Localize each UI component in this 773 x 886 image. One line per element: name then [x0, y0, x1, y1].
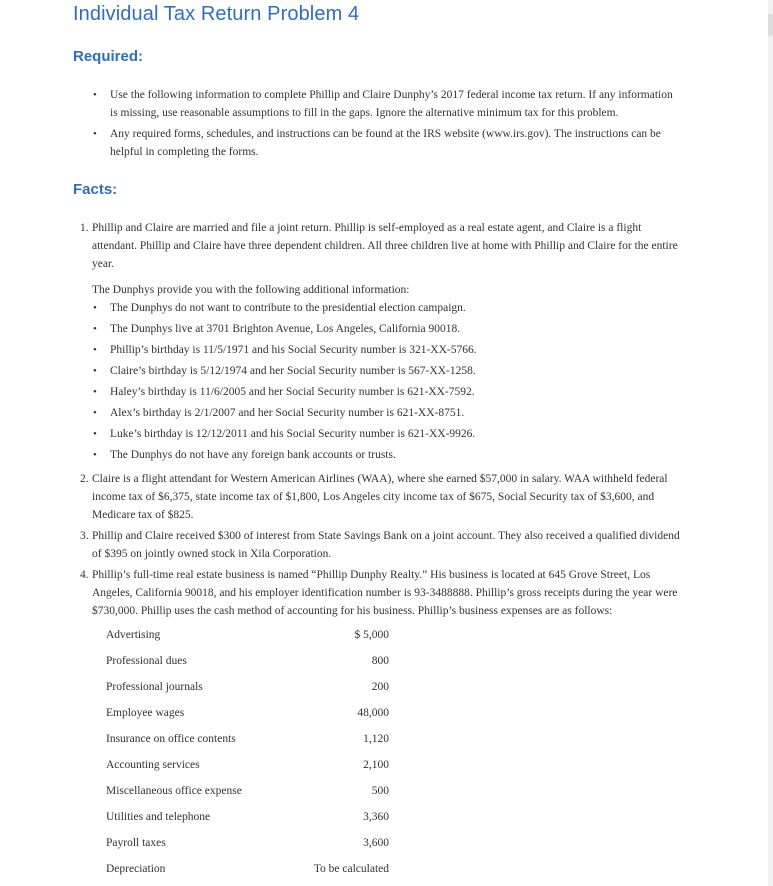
facts-item-3: [80, 527, 680, 563]
facts-item-3-line: Phillip and Claire received $300 of interest from State Savings Bank on a joint account. They also received a qualified dividend: [92, 530, 680, 542]
facts-item-1-bullets: [110, 299, 477, 464]
facts-item-4-line: Angeles, California 90018, and his employer identification number is 93-3488888. Phillip’s gross receipts during the year were: [92, 587, 678, 599]
list-item: • Alex’s birthday is 2/1/2007 and her Social Security number is 621-XX-8751.: [110, 404, 477, 422]
facts-item-1-line: attendant. Phillip and Claire have three dependent children. All three children live at home with Phillip and Claire for the entire: [92, 240, 678, 252]
expense-label: Employee wages: [106, 707, 185, 719]
facts-item-2: [80, 470, 668, 524]
list-item: • Phillip’s birthday is 11/5/1971 and his Social Security number is 321-XX-5766.: [110, 341, 477, 359]
list-item: • Claire’s birthday is 5/12/1974 and her Social Security number is 567-XX-1258.: [110, 362, 477, 380]
expense-value: 200: [371, 681, 389, 693]
list-item: • Haley’s birthday is 11/6/2005 and her Social Security number is 621-XX-7592.: [110, 383, 477, 401]
required-bullet-1-line-1: • Use the following information to complete Phillip and Claire Dunphy’s 2017 federal income tax return. If any information: [110, 89, 673, 101]
facts-item-1-number: 1.: [80, 222, 89, 234]
expense-value: 2,100: [363, 759, 389, 771]
expense-value: 800: [371, 655, 389, 667]
facts-item-1-intro: The Dunphys provide you with the following additional information:: [92, 284, 410, 296]
expense-value: 3,600: [363, 837, 389, 849]
facts-item-2-line: income tax of $6,375, state income tax of $1,800, Los Angeles city income tax of $675, Social Security tax of $3,600, and: [92, 491, 655, 503]
scrollbar[interactable]: [768, 0, 773, 886]
required-bullet-2-line-2: helpful in completing the forms.: [110, 146, 259, 158]
facts-item-4-number: 4.: [80, 569, 89, 581]
facts-item-2-line: Claire is a flight attendant for Western American Airlines (WAA), where she earned $57,000 in salary. WAA withheld federal: [92, 473, 668, 485]
expense-value: $ 5,000: [354, 629, 389, 641]
scrollbar-thumb[interactable]: [768, 14, 773, 36]
facts-item-3-line: of $395 on jointly owned stock in Xila Corporation.: [92, 548, 332, 560]
expense-value: 500: [371, 785, 389, 797]
expense-label: Accounting services: [106, 759, 200, 771]
expense-label: Miscellaneous office expense: [106, 785, 242, 797]
facts-item-3-number: 3.: [80, 530, 89, 542]
required-bullet-2: [110, 125, 661, 161]
required-bullet-1: [110, 86, 673, 122]
facts-heading: Facts:: [73, 181, 118, 198]
facts-item-4-line: $730,000. Phillip uses the cash method of accounting for his business. Phillip’s business expenses are as follows:: [92, 605, 613, 617]
required-bullet-2-line-1: • Any required forms, schedules, and instructions can be found at the IRS website (www.irs.gov). The instructions can be: [110, 128, 661, 140]
list-item: • The Dunphys live at 3701 Brighton Avenue, Los Angeles, California 90018.: [110, 320, 477, 338]
facts-item-2-line: Medicare tax of $825.: [92, 509, 194, 521]
facts-item-2-number: 2.: [80, 473, 89, 485]
list-item: • The Dunphys do not have any foreign bank accounts or trusts.: [110, 446, 477, 464]
expense-value: 1,120: [363, 733, 389, 745]
expense-value: 48,000: [357, 707, 389, 719]
expense-label: Insurance on office contents: [106, 733, 236, 745]
facts-item-1-line: Phillip and Claire are married and file a joint return. Phillip is self-employed as a real estate agent, and Claire is a flight: [92, 222, 642, 234]
expense-label: Depreciation: [106, 863, 166, 875]
facts-item-1: [80, 219, 678, 273]
page-title: Individual Tax Return Problem 4: [73, 3, 360, 25]
expense-label: Professional dues: [106, 655, 187, 667]
expense-label: Utilities and telephone: [106, 811, 211, 823]
list-item: • Luke’s birthday is 12/12/2011 and his Social Security number is 621-XX-9926.: [110, 425, 477, 443]
facts-item-4-line: Phillip’s full-time real estate business is named “Phillip Dunphy Realty.” His business is located at 645 Grove Street, Los: [92, 569, 651, 581]
required-heading: Required:: [73, 48, 144, 65]
expense-value: 3,360: [363, 811, 389, 823]
facts-item-4: [80, 566, 678, 620]
expense-label: Professional journals: [106, 681, 203, 693]
required-bullet-1-line-2: is missing, use reasonable assumptions to fill in the gaps. Ignore the alternative minimum tax for this problem.: [110, 107, 619, 119]
expense-label: Advertising: [106, 629, 161, 641]
facts-item-1-line: year.: [92, 258, 115, 270]
list-item: • The Dunphys do not want to contribute to the presidential election campaign.: [110, 299, 477, 317]
expense-label: Payroll taxes: [106, 837, 166, 849]
expense-value: To be calculated: [313, 863, 389, 875]
expense-table: [0, 626, 773, 886]
